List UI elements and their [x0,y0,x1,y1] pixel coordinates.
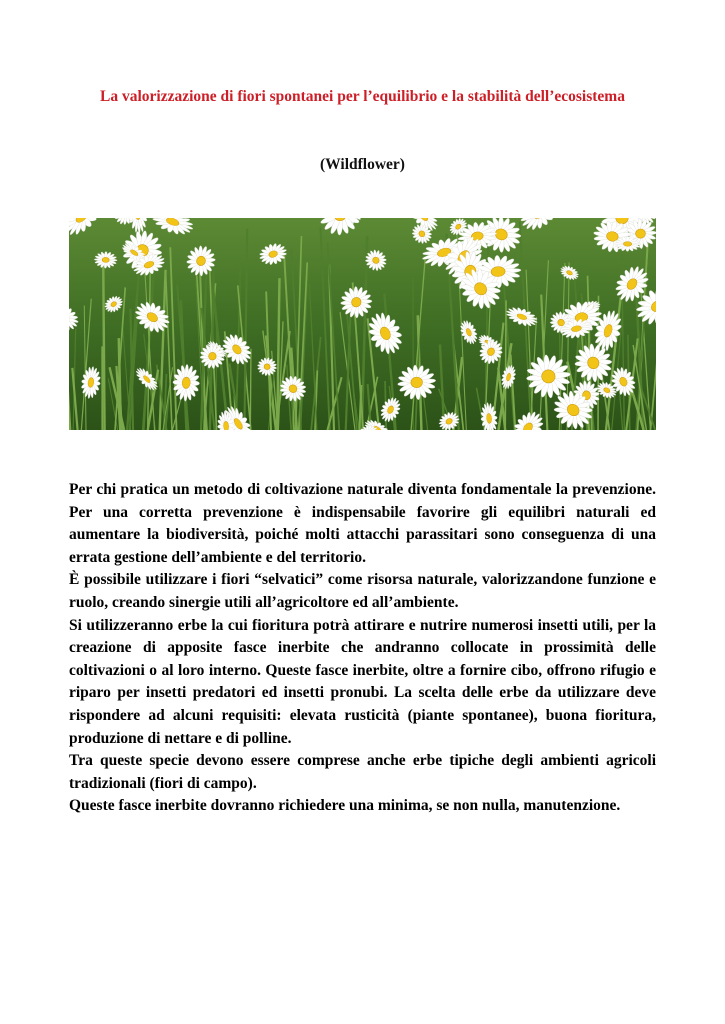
grass-blade [103,264,104,430]
paragraph: È possibile utilizzare i fiori “selvatici” come risorsa naturale, valorizzandone funzione e ruolo, creando sinergie utili all’agricoltore ed all’ambiente. [69,571,656,611]
paragraph: Queste fasce inerbite dovranno richiedere una minima, se non nulla, manutenzione. [69,797,621,815]
paragraph: Per chi pratica un metodo di coltivazione naturale diventa fondamentale la prevenzione. Per una corretta prevenzione è indispensabile favorire gli equilibri naturali ed aumentare la biodiversità, poiché molti attacchi parassitari sono conseguenza di una errata gestione dell’ambiente e del territorio. [69,481,656,566]
document-title: La valorizzazione di fiori spontanei per l’equilibrio e la stabilità dell’ecosistema [100,88,625,105]
document-subtitle: (Wildflower) [320,156,405,173]
body-text [69,479,656,818]
daisy-field-photo [69,218,656,430]
grass-blade [505,300,506,430]
paragraph: Si utilizzeranno erbe la cui fioritura potrà attirare e nutrire numerosi insetti utili, per la creazione di apposite fasce inerbite che andranno collocate in prossimità delle coltivazioni o al loro interno. Queste fasce inerbite, oltre a fornire cibo, offrono rifugio e riparo per insetti predatori ed insetti pronubi. La scelta delle erbe da utilizzare deve rispondere ad alcuni requisiti: elevata rusticità (piante spontanee), buona fioritura, produzione di nettare e di polline. [69,616,656,747]
paragraph: Tra queste specie devono essere comprese anche erbe tipiche degli ambienti agricoli tradizionali (fiori di campo). [69,752,656,792]
daisy-field-illustration [69,218,656,430]
